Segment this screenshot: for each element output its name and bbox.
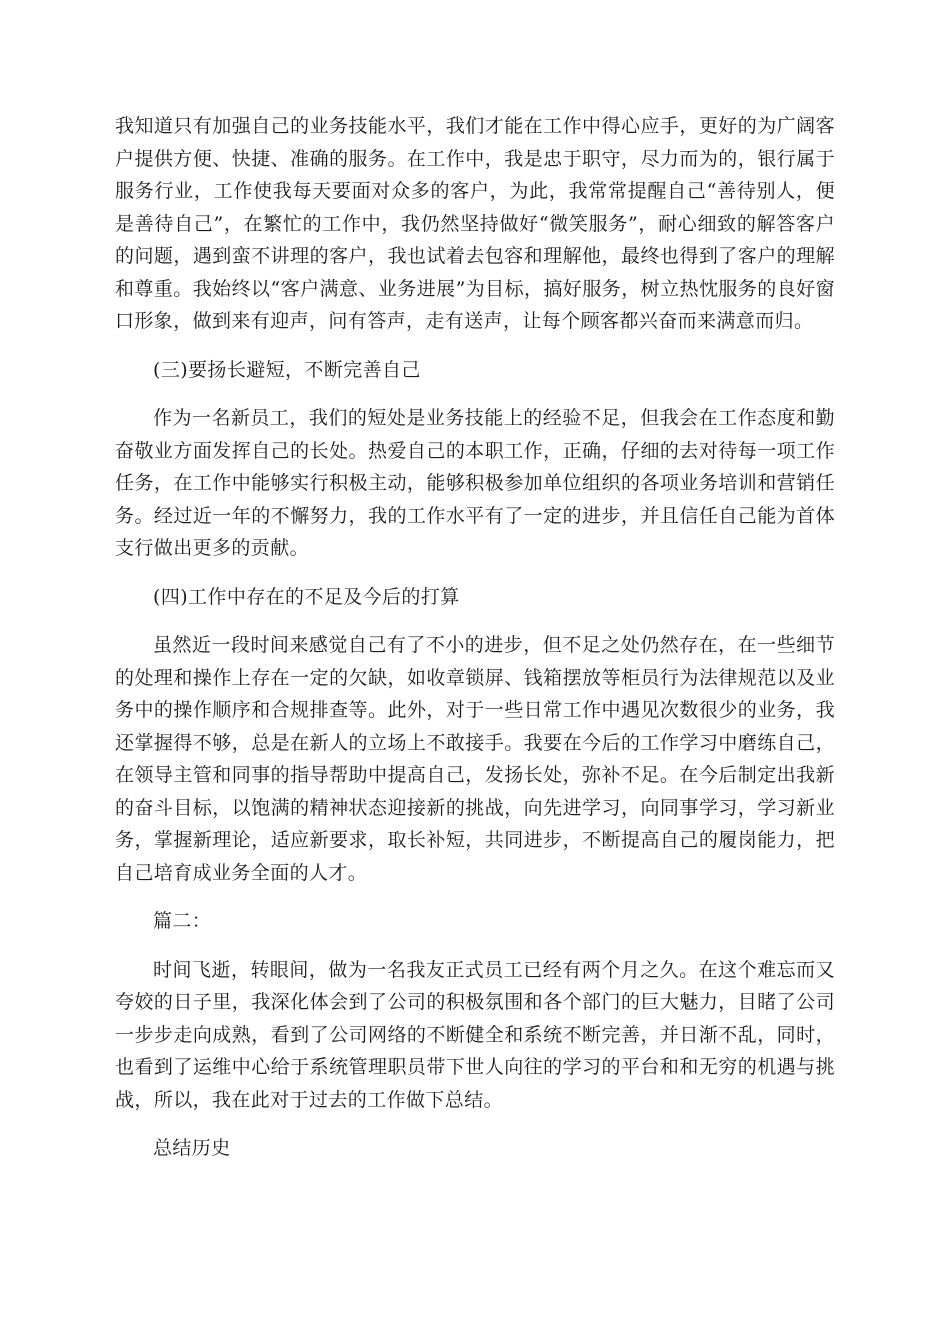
document-body bbox=[115, 110, 835, 1181]
paragraph-shortcomings: 虽然近一段时间来感觉自己有了不小的进步，但不足之处仍然存在，在一些细节的处理和操作上存在一定的欠缺，如收章锁屏、钱箱摆放等柜员行为法律规范以及业务中的操作顺序和合规排查等。此外，对于一些日常工作中遇见次数很少的业务，我还掌握得不够，总是在新人的立场上不敢接手。我要在今后的工作学习中磨练自己，在领导主管和同事的指导帮助中提高自己，发扬长处，弥补不足。在今后制定出我新的奋斗目标，以饱满的精神状态迎接新的挑战，向先进学习，向同事学习，学习新业务，掌握新理论，适应新要求，取长补短，共同进步，不断提高自己的履岗能力，把自己培育成业务全面的人才。 bbox=[115, 634, 835, 884]
paragraph-strengths: 作为一名新员工，我们的短处是业务技能上的经验不足，但我会在工作态度和勤奋敬业方面发挥自己的长处。热爱自己的本职工作，正确，仔细的去对待每一项工作任务，在工作中能够实行积极主动，能够积极参加单位组织的各项业务培训和营销任务。经过近一年的不懈努力，我的工作水平有了一定的进步，并且信任自己能为首体支行做出更多的贡献。 bbox=[115, 407, 835, 559]
section-heading-4: (四)工作中存在的不足及今后的打算 bbox=[153, 585, 460, 608]
part-two-heading: 篇二： bbox=[153, 910, 212, 932]
history-summary-heading: 总结历史 bbox=[153, 1137, 231, 1159]
paragraph-part-two-intro: 时间飞逝，转眼间，做为一名我友正式员工已经有两个月之久。在这个难忘而又夸姣的日子里，我深化体会到了公司的积极氛围和各个部门的巨大魅力，目睹了公司一步步走向成熟，看到了公司网络的不断健全和系统不断完善，并日渐不乱，同时，也看到了运维中心给于系统管理职员带下世人向往的学习的平台和和无穷的机遇与挑战，所以，我在此对于过去的工作做下总结。 bbox=[115, 958, 835, 1111]
paragraph-service-work: 我知道只有加强自己的业务技能水平，我们才能在工作中得心应手，更好的为广阔客户提供方便、快捷、准确的服务。在工作中，我是忠于职守，尽力而为的，银行属于服务行业，工作使我每天要面对众多的客户，为此，我常常提醒自己“善待别人，便是善待自己”，在繁忙的工作中，我仍然坚持做好“微笑服务”，耐心细致的解答客户的问题，遇到蛮不讲理的客户，我也试着去包容和理解他，最终也得到了客户的理解和尊重。我始终以“客户满意、业务进展”为目标，搞好服务，树立热忱服务的良好窗口形象，做到来有迎声，问有答声，走有送声，让每个顾客都兴奋而来满意而归。 bbox=[115, 115, 835, 332]
section-heading-3: (三)要扬长避短，不断完善自己 bbox=[153, 358, 421, 381]
